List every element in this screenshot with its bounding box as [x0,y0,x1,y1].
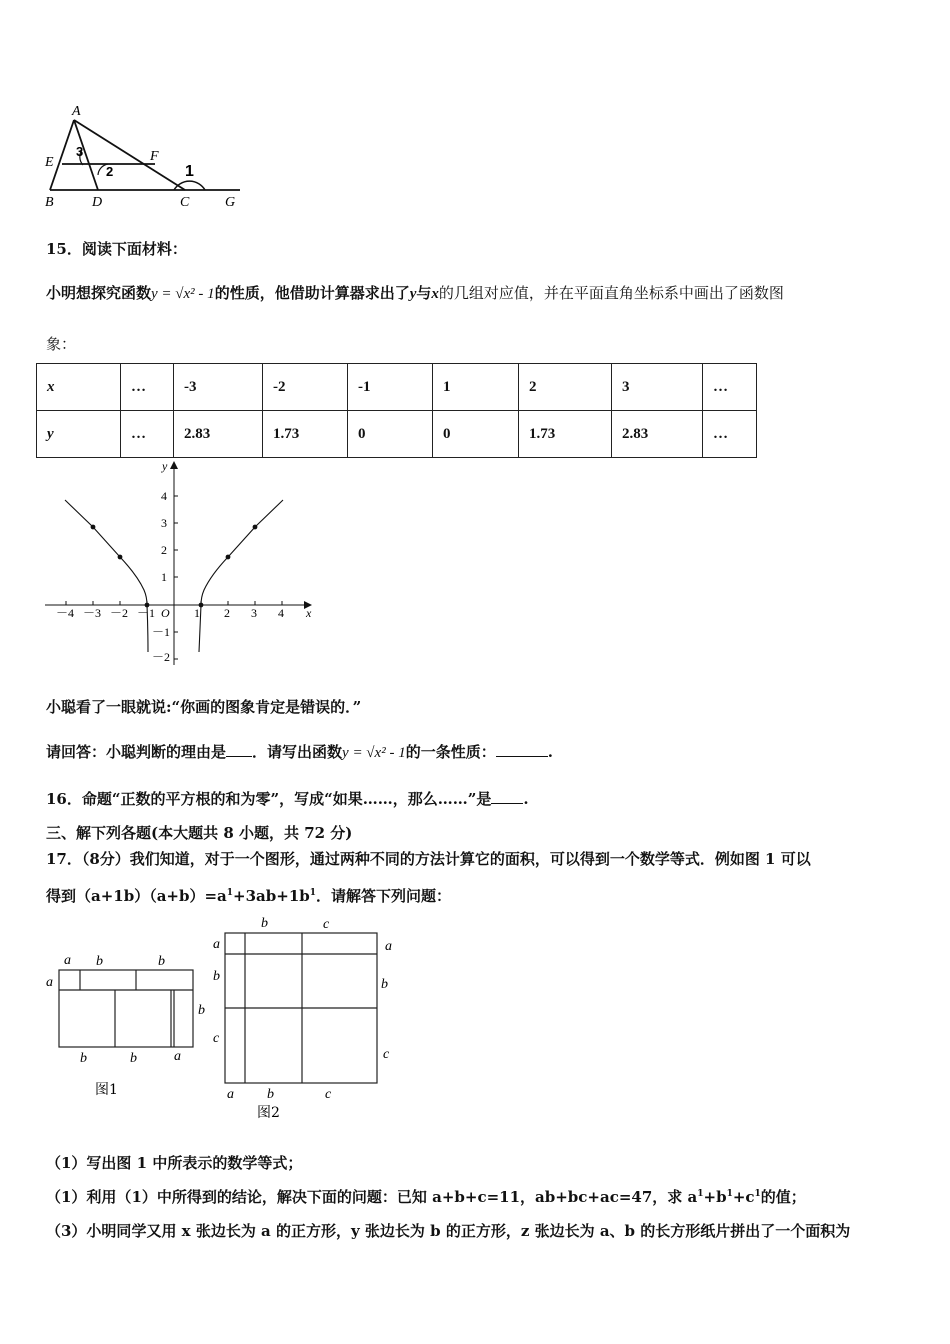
answer-suffix: 的一条性质： [405,743,496,761]
q16-question: 16．命题“正数的平方根的和为零”，写成“如果……，那么……”是 [46,790,492,808]
q15-intro-prefix: 小明想探究函数 [46,284,152,302]
tick-label: －4 [56,606,75,620]
fig2-right-label: c [383,1047,390,1062]
tick-label: 1 [161,570,167,584]
tick-label: 3 [161,516,167,530]
fig2-bottom-label: b [267,1087,274,1102]
q15-intro-line2: 象： [46,335,77,353]
fig1-top-label: a [64,953,71,968]
q16-blank [491,789,523,804]
q17-sub1: （1）写出图 1 中所表示的数学等式； [46,1154,303,1172]
fig2-left-label: c [213,1031,220,1046]
q17-sub3: （3）小明同学又用 x 张边长为 a 的正方形，y 张边长为 b 的正方形，z 张边长为 a、b 的长方形纸片拼出了一个面积为 [46,1222,851,1240]
answer-prefix: 请回答：小聪判断的理由是 [46,743,227,761]
word-with: 与 [416,284,432,302]
table-cell: 2.83 [612,411,703,458]
tick-label: －1 [137,606,156,620]
q15-heading: 15．阅读下面材料： [46,240,187,258]
answer-mid: ．请写出函数 [252,743,343,761]
label-B: B [45,195,54,210]
fig1-bottom-label: a [174,1049,181,1064]
fig1-top-label: b [96,954,103,969]
q15-comment: 小聪看了一眼就说:“你画的图象肯定是错误的．” [46,698,362,716]
fig1-bottom-label: b [130,1051,137,1066]
q15-answer-line [46,741,553,762]
q17-sub2-mid2: +c [732,1188,755,1206]
fig1-right-label: b [198,1003,205,1018]
data-point [118,555,123,560]
fig2-left-label: a [213,937,220,952]
origin-label: O [161,606,170,620]
table-cell: 3 [612,364,703,411]
table-cell: -3 [174,364,263,411]
label-D: D [92,195,103,210]
angle-1-label: 1 [185,163,194,180]
data-point [91,525,96,530]
q17-sub2-mid1: +b [703,1188,727,1206]
data-point [226,555,231,560]
answer-blank [226,742,252,757]
sup: 1 [754,1189,761,1199]
triangle-figure [40,100,250,212]
fig1-left-label: a [46,975,53,990]
tick-label: －2 [110,606,129,620]
table-row [37,411,757,458]
label-F: F [150,149,159,164]
fig2-top-label: c [323,917,330,932]
table-cell: … [121,411,174,458]
q17-line1: 17．（8分）我们知道，对于一个图形，通过两种不同的方法计算它的面积，可以得到一个数学等式．例如图 1 可以 [46,850,811,868]
label-E: E [45,155,54,170]
sup: 1 [726,1189,733,1199]
fig2-top-label: b [261,916,268,931]
table-cell: x [37,364,121,411]
table-cell: 0 [348,411,433,458]
tick-label: 1 [194,606,200,620]
label-A: A [72,104,81,119]
section-heading: 三、解下列各题(本大题共 8 小题，共 72 分) [46,824,353,842]
table-cell: … [703,411,757,458]
fig2-bottom-label: c [325,1087,332,1102]
table-cell: 1 [433,364,519,411]
fig2-left-label: b [213,969,220,984]
table-cell: y [37,411,121,458]
function-graph [40,455,330,670]
answer-blank [496,742,548,757]
right-branch [199,500,283,652]
q17-line2-prefix: 得到（a+1b）（a+b）=a [46,887,227,905]
sup: 1 [309,888,317,898]
fig2-bottom-label: a [227,1087,234,1102]
var-x: x [431,286,439,302]
value-table [36,363,757,458]
figure-2 [205,912,405,1124]
function-expression-2: y = √x² - 1 [342,745,406,761]
table-cell: 2 [519,364,612,411]
var-y: y [409,286,417,302]
q17-sub2-prefix: （1）利用（1）中所得到的结论，解决下面的问题：已知 a+b+c=11，ab+bc+ac=47，求 a [46,1188,698,1206]
fig2-right-label: b [381,977,388,992]
fig1-bottom-label: b [80,1051,87,1066]
q15-intro-suffix: 的几组对应值，并在平面直角坐标系中画出了函数图 [438,284,784,302]
fig2-caption: 图2 [257,1105,280,1121]
q17-line2-mid: +3ab+1b [233,887,310,905]
tick-label: 4 [278,606,284,620]
q17-sub2-suffix: 的值； [760,1188,806,1206]
sup: 1 [697,1189,704,1199]
q17-line2-suffix: ．请解答下列问题： [316,887,452,905]
tick-label: 2 [161,543,167,557]
table-cell: -1 [348,364,433,411]
left-branch [65,500,148,652]
axis-label-y: y [162,459,168,473]
tick-label: －1 [152,625,171,639]
tick-label: 4 [161,489,167,503]
sup: 1 [226,888,234,898]
tick-label: －2 [152,650,171,664]
q15-intro-mid: 的性质，他借助计算器求出了 [214,284,410,302]
tick-label: －3 [83,606,102,620]
tick-label: 3 [251,606,257,620]
answer-end: . [547,743,553,761]
table-row [37,364,757,411]
table-cell: 0 [433,411,519,458]
fig1-caption: 图1 [95,1082,118,1098]
q17-line2 [46,885,451,906]
angle-2-label: 2 [106,164,114,179]
table-cell: … [121,364,174,411]
q16-end: . [523,790,529,808]
q17-sub2 [46,1186,806,1207]
axis-label-x: x [306,606,312,620]
table-cell: 2.83 [174,411,263,458]
table-cell: -2 [263,364,348,411]
fig1-top-label: b [158,954,165,969]
tick-label: 2 [224,606,230,620]
figure-1 [40,948,210,1108]
angle-3-label: 3 [76,144,84,159]
fig2-right-label: a [385,939,392,954]
label-C: C [180,195,190,210]
data-point [253,525,258,530]
q15-intro-line1 [46,282,784,303]
label-G: G [225,195,236,210]
table-cell: 1.73 [263,411,348,458]
table-cell: 1.73 [519,411,612,458]
function-expression: y = √x² - 1 [151,286,215,302]
table-cell: … [703,364,757,411]
q16-text [46,788,529,809]
